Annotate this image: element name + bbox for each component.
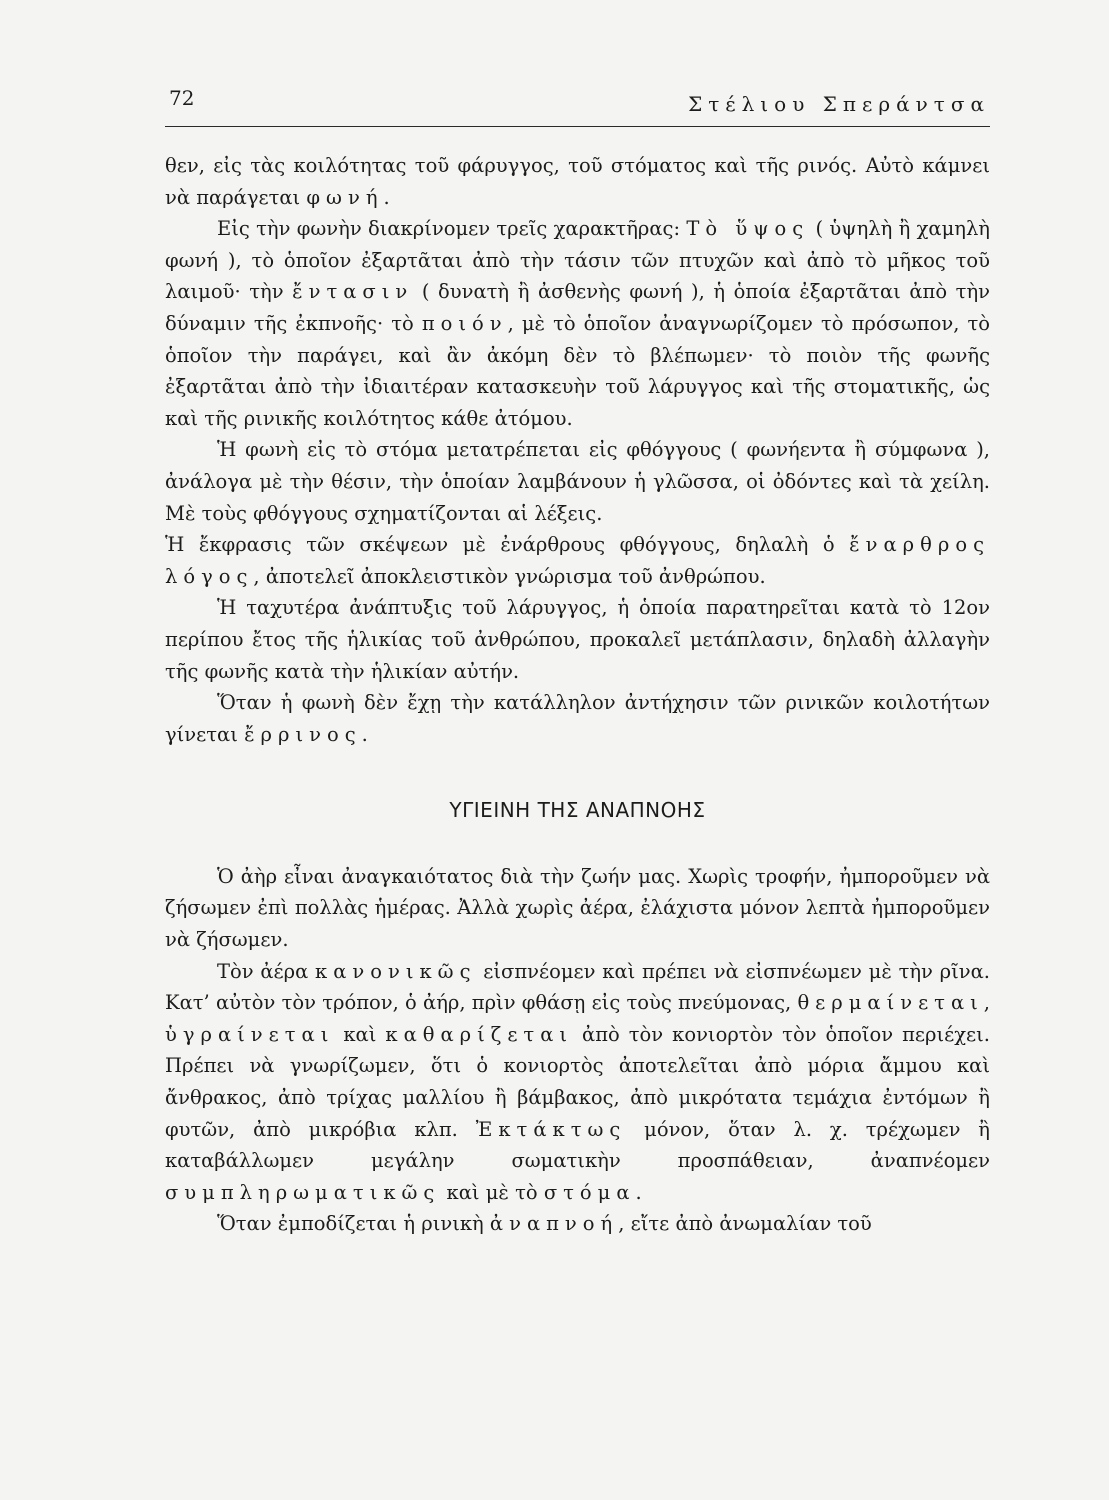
paragraph <box>165 529 990 592</box>
paragraph <box>165 1208 990 1240</box>
paragraph <box>165 213 990 434</box>
text-run: Ἡ ταχυτέρα ἀνάπτυξις τοῦ λάρυγγος, ἡ ὁποία παρατηρεῖται κατὰ τὸ 12ον περίπου ἔτος τῆς ἡλικίας τοῦ ἀνθρώπου, προκαλεῖ μετάπλασιν, δηλαδὴ ἀλλαγὴν τῆς φωνῆς κατὰ τὴν ἡλικίαν αὐτήν. <box>165 596 990 683</box>
text-run: θεν, εἰς τὰς κοιλότητας τοῦ φάρυγγος, τοῦ στόματος καὶ τῆς ρινός. Αὐτὸ κάμνει νὰ παράγεται <box>165 154 990 209</box>
paragraph <box>165 861 990 956</box>
text-run: , εἴτε ἀπὸ ἀνωμαλίαν τοῦ <box>618 1212 872 1236</box>
text-run: Ἡ φωνὴ εἰς τὸ στόμα μετατρέπεται εἰς φθόγγους ( φωνήεντα ἢ σύμφωνα ), ἀνάλογα μὲ τὴν θέσιν, τὴν ὁποίαν λαμβάνουν ἡ γλῶσσα, οἱ ὀδόντες καὶ τὰ χείλη. Μὲ τοὺς φθόγγους σχηματίζονται αἱ λέξεις. <box>165 438 990 525</box>
text-run: . <box>383 185 390 209</box>
emphasized-term: ἀναπνοή <box>489 1212 619 1236</box>
text-run: , μὲ τὸ ὁποῖον ἀναγνωρίζομεν τὸ πρόσωπον, τὸ ὁποῖον τὴν παράγει, καὶ ἂν ἀκόμη δὲν τὸ βλέπωμεν· τὸ ποιὸν τῆς φωνῆς ἐξαρτᾶται ἀπὸ τὴν ἰδιαιτέραν κατασκευὴν τοῦ λάρυγγος καὶ τῆς στοματικῆς, ὡς καὶ τῆς ρινικῆς κοιλότητος κάθε ἀτόμου. <box>165 311 990 430</box>
text-run: μόνον, ὅταν λ. χ. τρέχωμεν ἢ καταβάλλωμεν μεγάλην σωματικὴν προσπάθειαν, ἀναπνέομεν <box>165 1117 990 1173</box>
page-header <box>165 86 990 127</box>
paragraph <box>165 592 990 687</box>
emphasized-term: θερμαίνεται <box>797 991 984 1015</box>
paragraph <box>165 687 990 750</box>
text-run: εἰσπνέομεν καὶ πρέπει νὰ εἰσπνέωμεν μὲ τὴν ρῖνα. Κατ’ αὐτὸν τὸν τρόπον, ὁ ἀήρ, πρὶν φθάσῃ εἰς τοὺς πνεύμονας, <box>165 959 990 1015</box>
text-run: Εἰς τὴν φωνὴν διακρίνομεν τρεῖς χαρακτῆρας: <box>217 217 687 241</box>
text-run: Ὅταν ἐμποδίζεται ἡ ρινικὴ <box>217 1212 490 1236</box>
emphasized-term: ἔρρινος <box>244 722 362 746</box>
emphasized-term: Ἐκτάκτως <box>475 1117 627 1141</box>
emphasized-term: ποιόν <box>421 311 508 335</box>
page-number: 72 <box>169 86 195 110</box>
text-run: Ἡ ἔκφρασις τῶν σκέψεων μὲ ἐνάρθρους φθόγγους, δηλαλὴ ὁ <box>165 533 850 557</box>
running-head: Στέλιου Σπεράντσα <box>688 92 990 116</box>
text-run: , ἀποτελεῖ ἀποκλειστικὸν γνώρισμα τοῦ ἀνθρώπου. <box>253 564 766 588</box>
section-heading: ΥΓΙΕΙΝΗ ΤΗΣ ΑΝΑΠΝΟΗΣ <box>449 798 706 823</box>
text-run: Ὁ ἀὴρ εἶναι ἀναγκαιότατος διὰ τὴν ζωήν μας. Χωρὶς τροφήν, ἠμποροῦμεν νὰ ζήσωμεν ἐπὶ πολλὰς ἡμέρας. Ἀλλὰ χωρὶς ἀέρα, ἐλάχιστα μόνον λεπτὰ ἠμποροῦμεν νὰ ζήσωμεν. <box>165 864 990 952</box>
emphasized-term: ἔντασιν <box>292 280 414 304</box>
text-run: ( δυνατὴ ἢ ἀσθενὴς φωνή ), ἡ ὁποία ἐξαρτᾶται ἀπὸ τὴν δύναμιν τῆς ἐκπνοῆς· τὸ <box>165 280 990 335</box>
emphasized-term: φωνή <box>306 185 384 209</box>
emphasized-term: ὑγραίνεται <box>165 1022 335 1046</box>
text-run: Τὸν ἀέρα <box>217 959 316 983</box>
paragraph <box>165 956 990 1209</box>
text-run: Ὅταν ἡ φωνὴ δὲν ἔχῃ τὴν κατάλληλον ἀντήχησιν τῶν ρινικῶν κοιλοτήτων γίνεται <box>165 691 990 746</box>
text-run: . <box>635 1180 642 1204</box>
emphasized-term: Τὸ ὕψος <box>686 217 810 241</box>
emphasized-term: καθαρίζεται <box>385 1022 574 1046</box>
text-run: , <box>983 991 990 1015</box>
body-text <box>165 150 990 1240</box>
emphasized-term: συμπληρωματικῶς <box>165 1180 441 1204</box>
paragraph <box>165 434 990 529</box>
text-run: καὶ μὲ τὸ <box>440 1180 544 1204</box>
text-run: ἀπὸ τὸν κονιορτὸν τὸν ὁποῖον περιέχει. Πρέπει νὰ γνωρίζωμεν, ὅτι ὁ κονιορτὸς ἀποτελεῖται ἀπὸ μόρια ἄμμου καὶ ἄνθρακος, ἀπὸ τρίχας μαλλίου ἢ βάμβακος, ἀπὸ μικρότατα τεμάχια ἐντόμων ἢ φυτῶν, ἀπὸ μικρόβια κλπ. <box>165 1022 990 1141</box>
text-run: . <box>361 722 368 746</box>
emphasized-term: ἔναρθρος λόγος <box>165 533 990 588</box>
paragraph <box>165 150 990 213</box>
text-run: καὶ <box>334 1022 386 1046</box>
text-run: ( ὑψηλὴ ἢ χαμηλὴ φωνή ), τὸ ὁποῖον ἐξαρτᾶται ἀπὸ τὴν τάσιν τῶν πτυχῶν καὶ ἀπὸ τὸ μῆκος τοῦ λαιμοῦ· τὴν <box>165 217 990 304</box>
emphasized-term: στόμα <box>543 1180 636 1204</box>
emphasized-term: κανονικῶς <box>315 959 477 983</box>
